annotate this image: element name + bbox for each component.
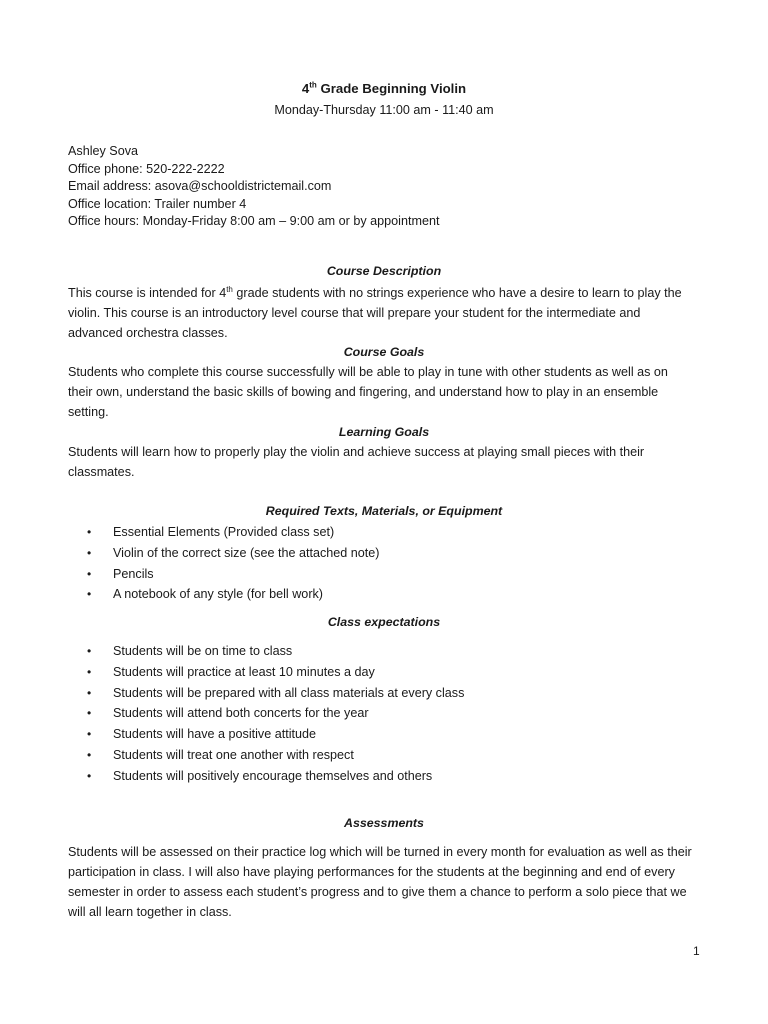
assessments-line: semester in order to assess each student’s progress and to give them a chance to perform a solo piece that we <box>68 885 687 899</box>
course-goals-line: their own, understand the basic skills of bowing and fingering, and understand how to play in an ensemble <box>68 385 659 399</box>
bullet-icon: • <box>87 706 92 721</box>
learning-goals-text <box>68 442 708 482</box>
course-goals-line: Students who complete this course successfully will be able to play in tune with other students as well as on <box>68 365 668 379</box>
assessments-line: participation in class. I will also have playing performances for the students at the beginning and end of every <box>68 865 675 879</box>
list-item: • Students will have a positive attitude <box>68 724 464 745</box>
course-description-text <box>68 283 708 343</box>
bullet-icon: • <box>87 747 92 762</box>
bullet-icon: • <box>87 566 92 581</box>
list-item: • Students will treat one another with respect <box>68 745 464 766</box>
office-location: Office location: Trailer number 4 <box>68 196 247 211</box>
title-grade-number: 4 <box>301 81 310 96</box>
title-superscript: th <box>309 80 317 90</box>
list-item: • A notebook of any style (for bell work) <box>68 584 380 605</box>
learning-goals-line: Students will learn how to properly play the violin and achieve success at playing small pieces with their <box>68 445 645 459</box>
assessments-line: Students will be assessed on their practice log which will be turned in every month for evaluation as well as their <box>68 845 692 859</box>
list-item: • Students will practice at least 10 minutes a day <box>68 662 464 683</box>
bullet-icon: • <box>87 768 92 783</box>
office-hours: Office hours: Monday-Friday 8:00 am – 9:00 am or by appointment <box>68 214 440 228</box>
list-item: • Students will positively encourage themselves and others <box>68 766 464 787</box>
materials-heading: Required Texts, Materials, or Equipment <box>265 504 503 518</box>
course-description-line: advanced orchestra classes. <box>68 326 228 340</box>
expectations-list <box>68 641 464 787</box>
course-description-line: This course is intended for 4th grade students with no strings experience who have a desire to learn to play the <box>68 284 682 300</box>
course-goals-heading: Course Goals <box>343 345 425 359</box>
email-address: Email address: asova@schooldistrictemail.com <box>68 179 332 193</box>
list-item: • Violin of the correct size (see the attached note) <box>68 543 380 564</box>
bullet-icon: • <box>87 525 92 539</box>
course-description-line: violin. This course is an introductory level course that will prepare your student for the intermediate and <box>68 306 641 320</box>
expectations-heading: Class expectations <box>327 615 441 629</box>
class-schedule: Monday-Thursday 11:00 am - 11:40 am <box>274 103 494 117</box>
bullet-icon: • <box>87 664 92 679</box>
assessments-heading: Assessments <box>344 816 424 830</box>
learning-goals-heading: Learning Goals <box>338 425 430 439</box>
title-text: Grade Beginning Violin <box>316 81 467 96</box>
course-goals-text <box>68 362 708 422</box>
list-item: • Students will be on time to class <box>68 641 464 662</box>
instructor-name: Ashley Sova <box>68 144 139 158</box>
assessments-text <box>68 842 708 922</box>
bullet-icon: • <box>87 644 92 658</box>
list-item: • Pencils <box>68 564 380 585</box>
course-description-heading: Course Description <box>326 264 442 278</box>
list-item: • Students will be prepared with all class materials at every class <box>68 683 464 704</box>
office-phone: Office phone: 520-222-2222 <box>68 161 225 176</box>
list-item: • Students will attend both concerts for the year <box>68 703 464 724</box>
learning-goals-line: classmates. <box>68 465 135 479</box>
course-goals-line: setting. <box>68 405 109 419</box>
materials-list <box>68 522 380 605</box>
contact-info <box>68 143 439 231</box>
page-number: 1 <box>693 944 700 958</box>
bullet-icon: • <box>87 727 92 742</box>
bullet-icon: • <box>87 587 92 602</box>
list-item: • Essential Elements (Provided class set) <box>68 522 380 543</box>
bullet-icon: • <box>87 545 92 560</box>
bullet-icon: • <box>87 685 92 700</box>
assessments-line: will all learn together in class. <box>68 905 232 919</box>
document-title <box>0 81 768 96</box>
